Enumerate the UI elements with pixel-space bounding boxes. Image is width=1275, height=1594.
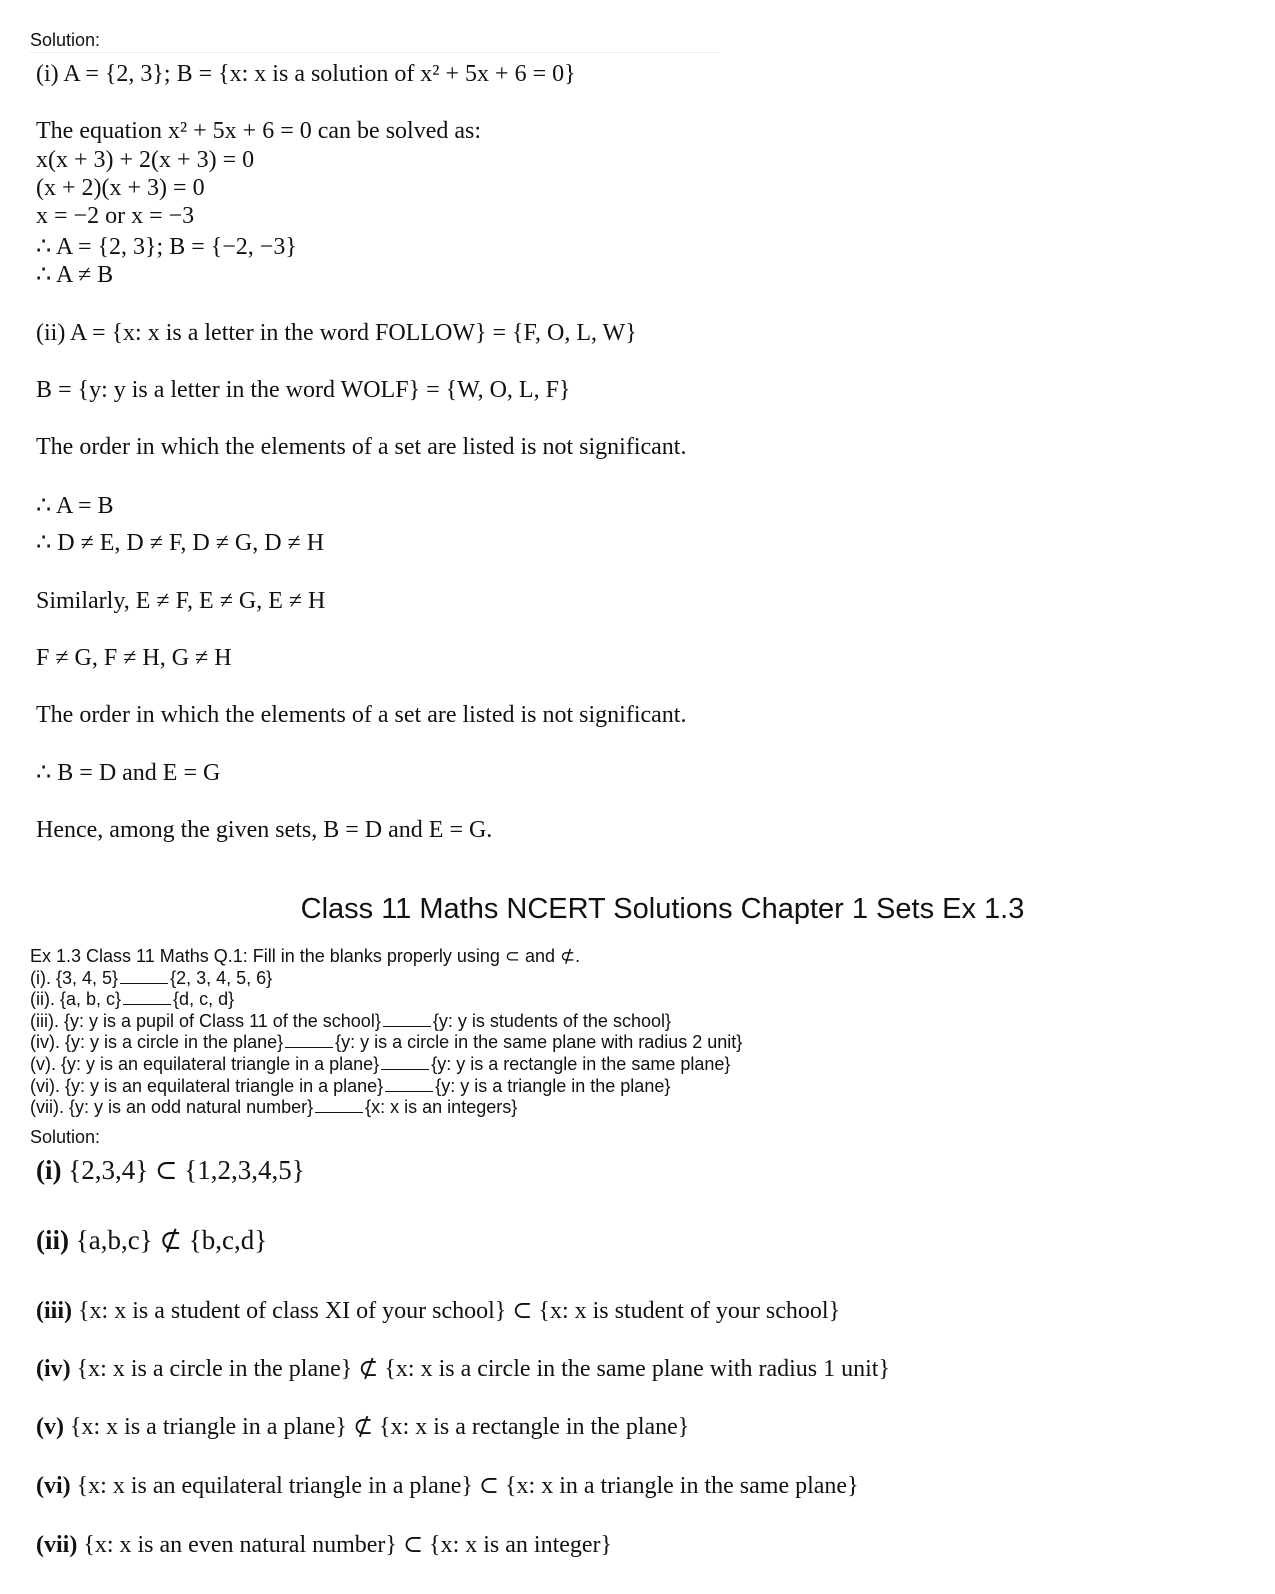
question-item [30, 989, 742, 1011]
question-item-right: {y: y is students of the school} [432, 1010, 671, 1031]
answer-text: {a,b,c} ⊄ {b,c,d} [69, 1225, 268, 1255]
answer-line [36, 1355, 890, 1383]
solution-line: ∴ A = {2, 3}; B = {−2, −3} [36, 234, 297, 260]
solution-line: F ≠ G, F ≠ H, G ≠ H [36, 645, 232, 671]
answer-text: {x: x is a circle in the plane} ⊄ {x: x is a circle in the same plane with radius 1 unit} [70, 1356, 890, 1382]
question-item-left: (ii). {a, b, c} [30, 989, 122, 1010]
solution-line: Similarly, E ≠ F, E ≠ G, E ≠ H [36, 588, 326, 614]
solution-line: ∴ B = D and E = G [36, 760, 221, 786]
question-item-left: (vii). {y: y is an odd natural number} [30, 1097, 314, 1118]
question-item [30, 1076, 742, 1098]
question-item-right: {x: x is an integers} [365, 1097, 518, 1118]
solution-line: ∴ D ≠ E, D ≠ F, D ≠ G, D ≠ H [36, 530, 325, 556]
blank-line [285, 1032, 333, 1048]
solution-line: x(x + 3) + 2(x + 3) = 0 [36, 147, 255, 173]
question-item-right: {2, 3, 4, 5, 6} [170, 967, 273, 988]
divider [30, 52, 720, 53]
question-item-left: (i). {3, 4, 5} [30, 967, 119, 988]
answer-number: (v) [36, 1414, 64, 1440]
answer-number: (iii) [36, 1298, 72, 1324]
question-item-right: {y: y is a triangle in the plane} [435, 1075, 671, 1096]
answer-line [36, 1413, 689, 1441]
answer-number: (vi) [36, 1473, 71, 1499]
question-item [30, 968, 742, 990]
question-item-right: {y: y is a rectangle in the same plane} [431, 1053, 731, 1074]
blank-line [123, 989, 171, 1005]
blank-line [381, 1054, 429, 1070]
answer-line [36, 1531, 612, 1559]
question-item [30, 1011, 742, 1033]
question-item-left: (iv). {y: y is a circle in the plane} [30, 1032, 284, 1053]
solution-line: (x + 2)(x + 3) = 0 [36, 175, 205, 201]
question-items [30, 968, 742, 1119]
question-item [30, 1054, 742, 1076]
blank-line [383, 1011, 431, 1027]
solution-line: (i) A = {2, 3}; B = {x: x is a solution of x² + 5x + 6 = 0} [36, 61, 576, 87]
answer-line [36, 1472, 859, 1500]
solution-line: ∴ A ≠ B [36, 262, 114, 288]
solution-line: Hence, among the given sets, B = D and E = G. [36, 817, 493, 843]
answer-text: {2,3,4} ⊂ {1,2,3,4,5} [61, 1155, 305, 1185]
answer-number: (vii) [36, 1532, 78, 1558]
solution-label: Solution: [30, 1127, 101, 1147]
answer-text: {x: x is a triangle in a plane} ⊄ {x: x is a rectangle in the plane} [63, 1414, 690, 1440]
solution-line: ∴ A = B [36, 493, 114, 519]
solution-line: (ii) A = {x: x is a letter in the word FOLLOW} = {F, O, L, W} [36, 320, 637, 346]
answer-number: (ii) [36, 1225, 69, 1255]
solution-line: B = {y: y is a letter in the word WOLF} = {W, O, L, F} [36, 377, 571, 403]
solution-label: Solution: [30, 30, 101, 50]
answer-line [36, 1226, 267, 1254]
blank-line [315, 1097, 363, 1113]
blank-line [385, 1076, 433, 1092]
blank-line [120, 968, 168, 984]
answer-line [36, 1156, 305, 1184]
question-item-right: {d, c, d} [173, 989, 235, 1010]
solution-line: x = −2 or x = −3 [36, 203, 195, 229]
question-item-left: (vi). {y: y is an equilateral triangle in a plane} [30, 1075, 384, 1096]
solution-line: The order in which the elements of a set are listed is not significant. [36, 434, 687, 460]
solution-line: The equation x² + 5x + 6 = 0 can be solved as: [36, 118, 482, 144]
question-intro: Ex 1.3 Class 11 Maths Q.1: Fill in the blanks properly using ⊂ and ⊄. [30, 946, 581, 966]
question-block [30, 946, 742, 1119]
question-item [30, 1032, 742, 1054]
solution-line: The order in which the elements of a set are listed is not significant. [36, 702, 687, 728]
answer-text: {x: x is a student of class XI of your school} ⊂ {x: x is student of your school} [72, 1298, 841, 1324]
question-item-left: (iii). {y: y is a pupil of Class 11 of the school} [30, 1010, 381, 1031]
section-heading: Class 11 Maths NCERT Solutions Chapter 1 Sets Ex 1.3 [300, 893, 1025, 925]
question-item-left: (v). {y: y is an equilateral triangle in a plane} [30, 1053, 380, 1074]
answer-text: {x: x is an even natural number} ⊂ {x: x is an integer} [77, 1532, 613, 1558]
question-item-right: {y: y is a circle in the same plane with radius 2 unit} [335, 1032, 743, 1053]
answer-text: {x: x is an equilateral triangle in a plane} ⊂ {x: x in a triangle in the same plane} [70, 1473, 859, 1499]
question-item [30, 1097, 742, 1119]
answer-number: (i) [36, 1155, 62, 1185]
answer-line [36, 1297, 840, 1325]
answer-number: (iv) [36, 1356, 71, 1382]
